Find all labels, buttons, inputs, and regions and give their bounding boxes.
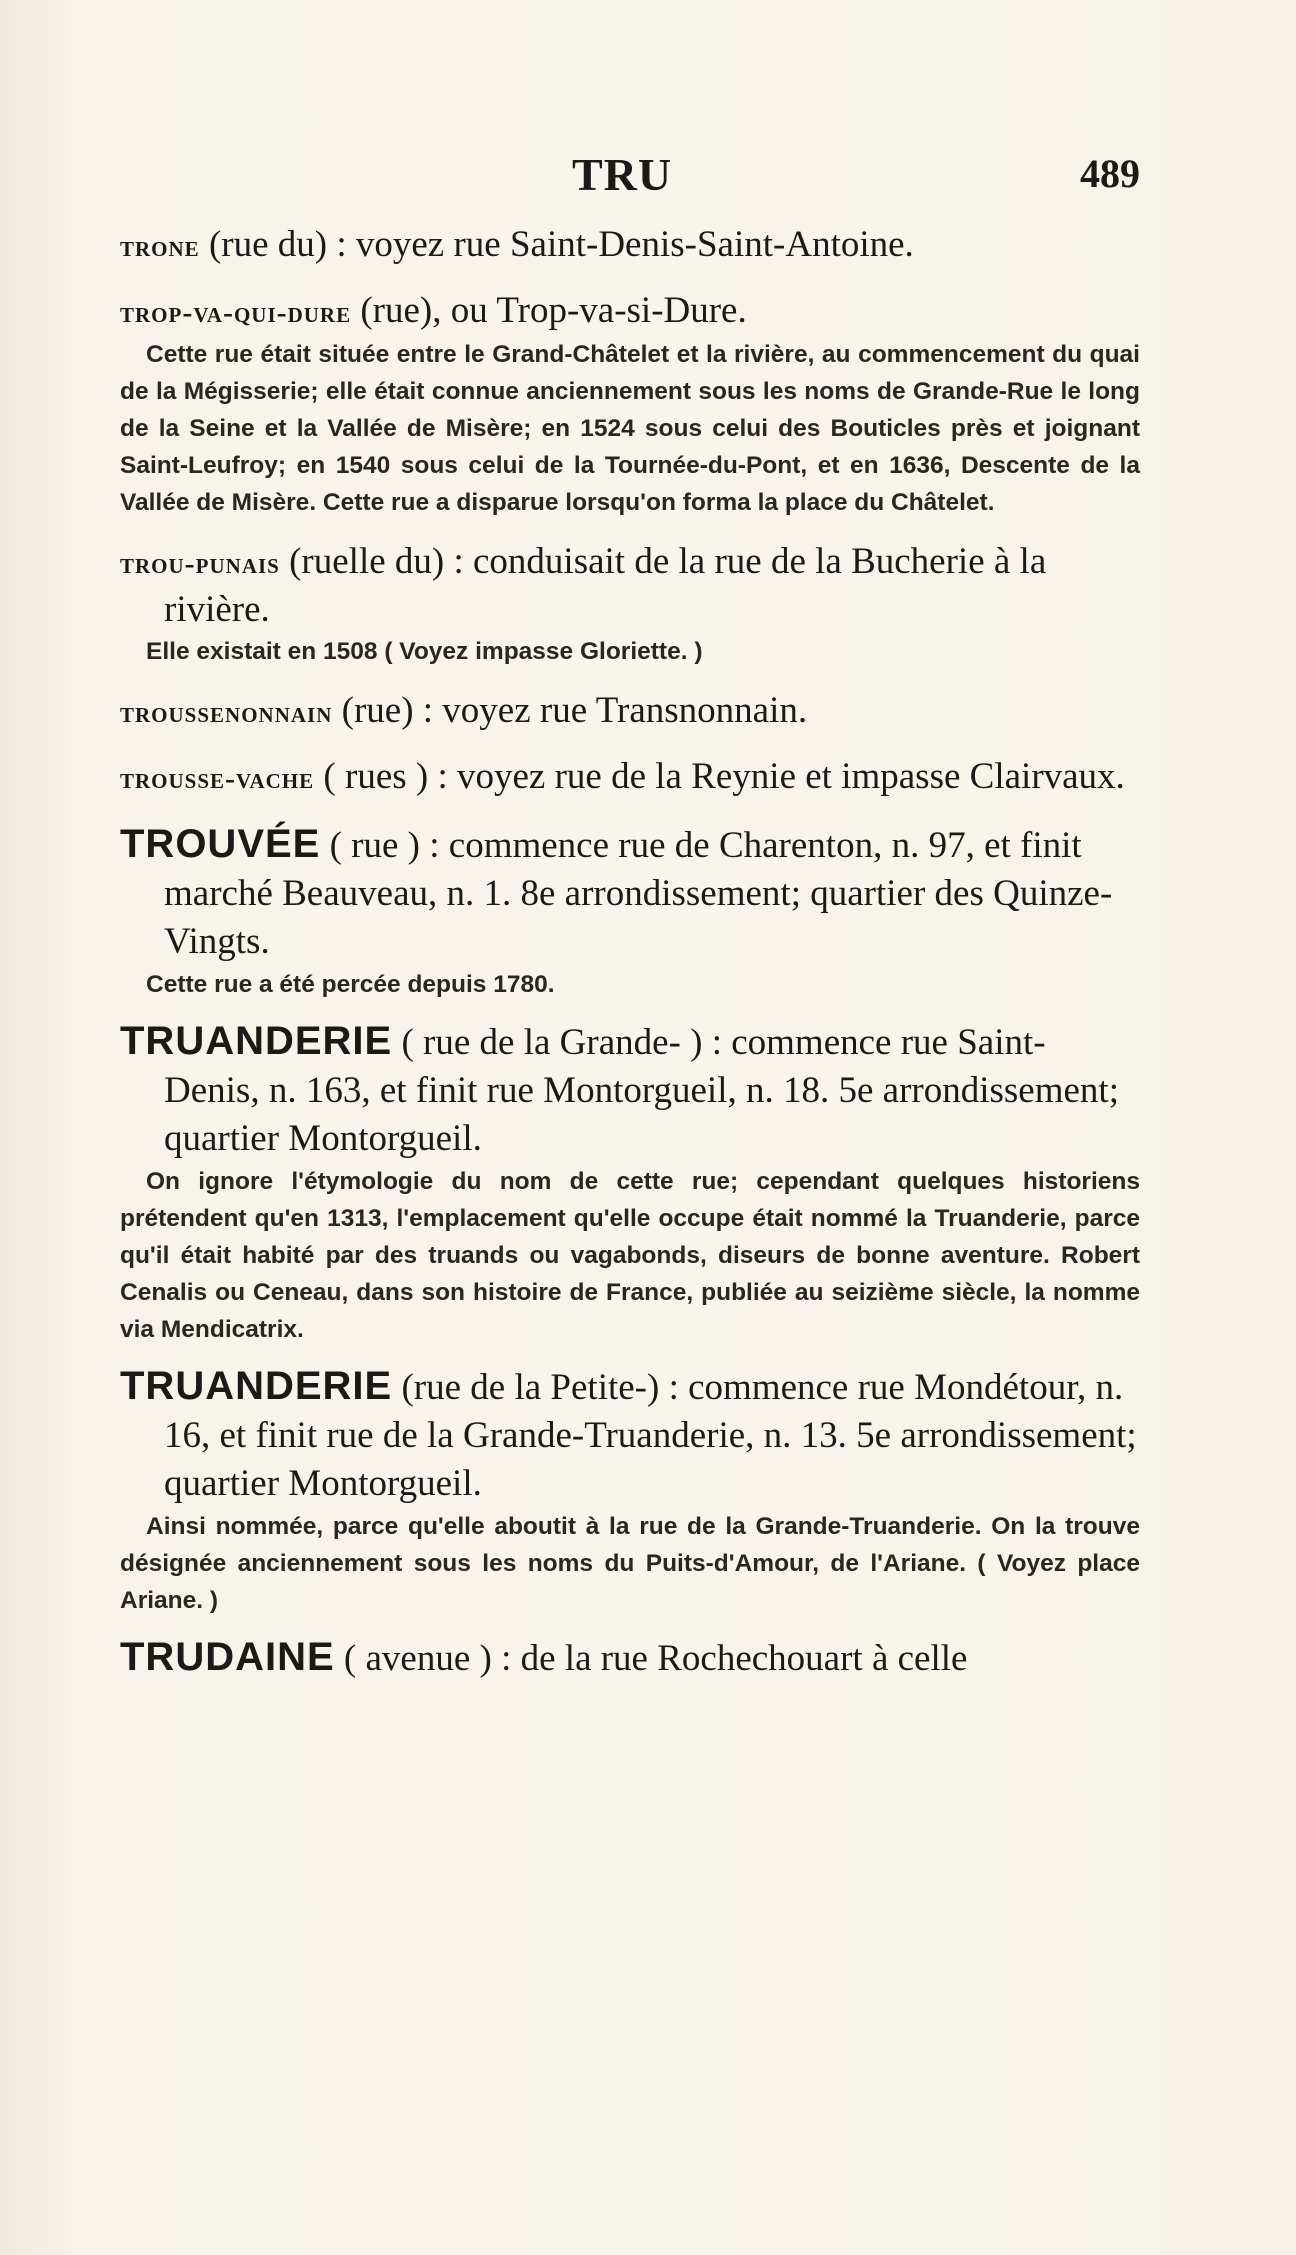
entry-troussenonnain [120,688,1140,736]
page-number: 489 [1080,151,1140,196]
entry-trop-va-qui-dure [120,288,1140,521]
entry-trousse-vache [120,754,1140,802]
entry-headword: TRUDAINE [120,1635,335,1679]
entry-headword: TRUANDERIE [120,1364,393,1408]
entries-list [120,222,1140,1683]
entry-headword: TROUVÉE [120,822,321,866]
entry-trou-punais [120,539,1140,670]
entry-headword: trou-punais [120,547,280,580]
entry-note: On ignore l'étymologie du nom de cette rue; cependant quelques historiens prétendent qu'en 1313, l'emplacement qu'elle occupe était nommé la Truanderie, parce qu'il était habité par des truands ou vagabonds, diseurs de bonne aventure. Robert Cenalis ou Ceneau, dans son histoire de France, publiée au seizième siècle, la nomme via Mendicatrix. [120,1168,1140,1343]
running-head: TRU [572,149,673,200]
entry-truanderie-grande [120,1017,1140,1348]
entry-trudaine [120,1633,1140,1683]
entry-text: ( rue de la Grande- ) : commence rue Saint-Denis, n. 163, et finit rue Montorgueil, n. 18. 5e arrondissement; quartier Montorgueil. [164,1022,1119,1159]
entry-headword: trop-va-qui-dure [120,296,352,329]
entry-trouvee [120,820,1140,1003]
entry-text: (ruelle du) : conduisait de la rue de la Bucherie à la rivière. [164,541,1047,630]
entry-text: ( rues ) : voyez rue de la Reynie et impasse Clairvaux. [314,756,1125,797]
entry-text: ( rue ) : commence rue de Charenton, n. 97, et finit marché Beauveau, n. 1. 8e arrondissement; quartier des Quinze-Vingts. [164,825,1113,962]
page-header [120,148,1140,208]
entry-text: (rue) : voyez rue Transnonnain. [332,690,808,731]
entry-headword: TRUANDERIE [120,1019,393,1063]
entry-note: Ainsi nommée, parce qu'elle aboutit à la rue de la Grande-Truanderie. On la trouve désignée anciennement sous les noms du Puits-d'Amour, de l'Ariane. ( Voyez place Ariane. ) [120,1513,1140,1614]
entry-trone [120,222,1140,270]
entry-headword: trousse-vache [120,762,315,795]
entry-truanderie-petite [120,1362,1140,1619]
entry-note: Cette rue a été percée depuis 1780. [146,971,555,998]
entry-note: Elle existait en 1508 ( Voyez impasse Gloriette. ) [146,638,703,665]
entry-note: Cette rue était située entre le Grand-Châtelet et la rivière, au commencement du quai de la Mégisserie; elle était connue anciennement sous les noms de Grande-Rue le long de la Seine et la Vallée de Misère; en 1524 sous celui des Bouticles près et joignant Saint-Leufroy; en 1540 sous celui de la Tournée-du-Pont, et en 1636, Descente de la Vallée de Misère. Cette rue a disparue lorsqu'on forma la place du Châtelet. [120,341,1140,516]
entry-text: ( avenue ) : de la rue Rochechouart à celle [334,1638,968,1679]
entry-text: (rue du) : voyez rue Saint-Denis-Saint-Antoine. [199,224,914,265]
entry-text: (rue de la Petite-) : commence rue Mondétour, n. 16, et finit rue de la Grande-Truanderie, n. 13. 5e arrondissement; quartier Montorgueil. [164,1367,1137,1504]
entry-headword: troussenonnain [120,696,333,729]
entry-headword: trone [120,230,200,263]
entry-text: (rue), ou Trop-va-si-Dure. [351,290,747,331]
